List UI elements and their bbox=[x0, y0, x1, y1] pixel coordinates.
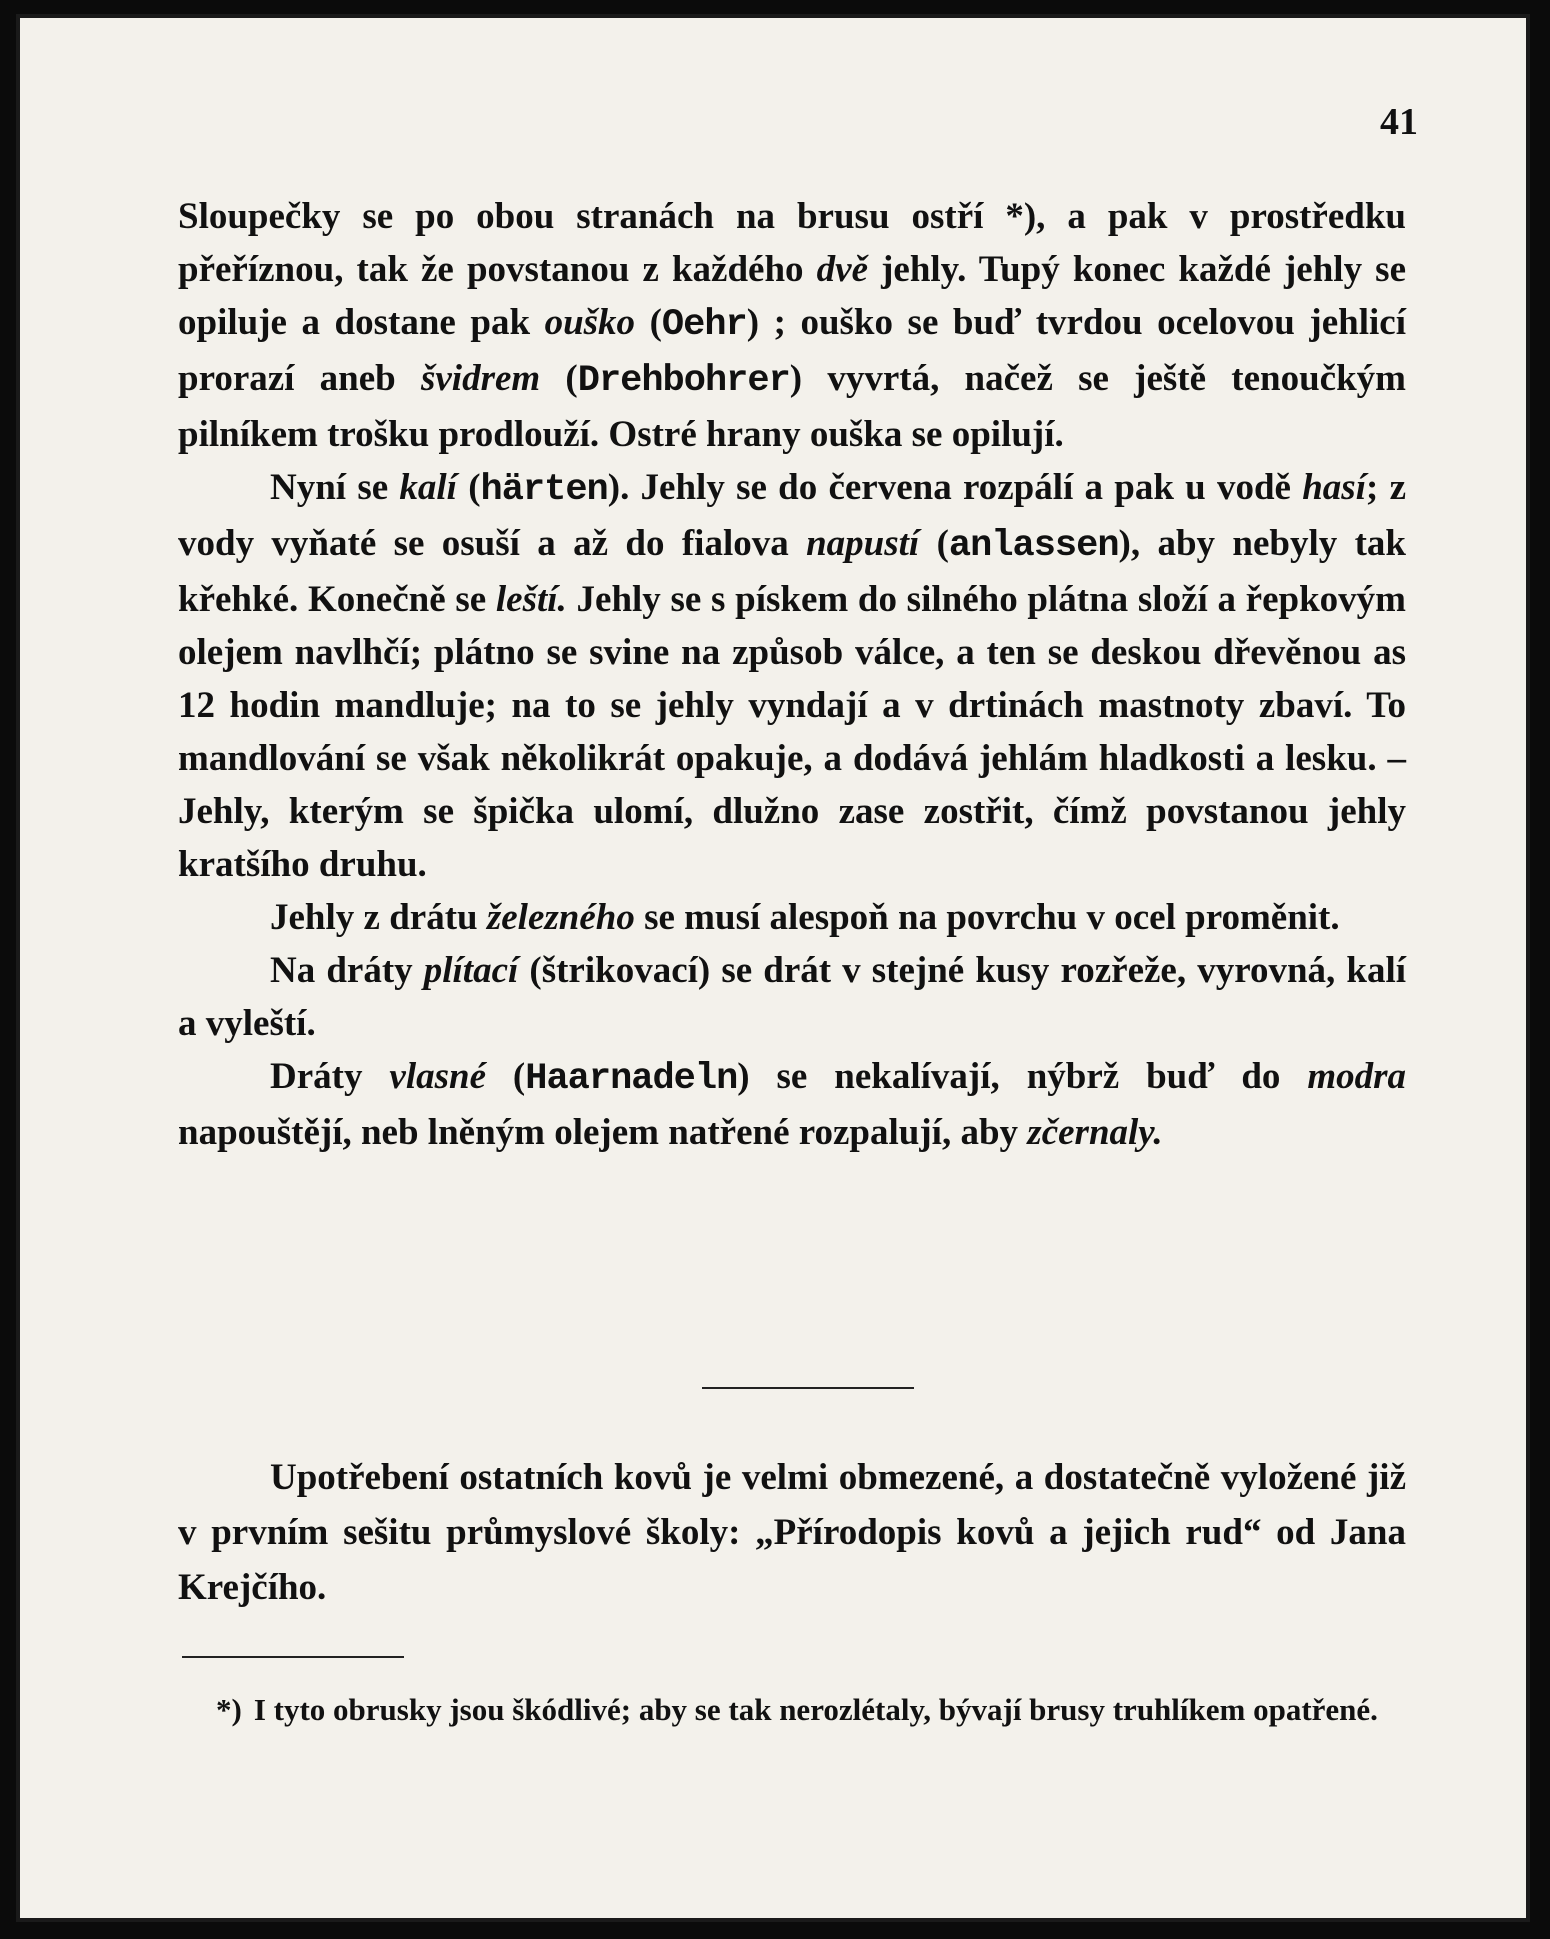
italic-term: vlasné bbox=[389, 1056, 486, 1097]
text-run: ( bbox=[540, 358, 578, 399]
text-run: ) vyvrtá, načež se ještě tenoučkým pilníkem trošku prodlouží. Ostré hrany ouška se opilují. bbox=[178, 358, 1406, 455]
text-run: ( bbox=[635, 302, 662, 343]
italic-term: plítací bbox=[423, 950, 519, 991]
italic-term: ouško bbox=[544, 302, 636, 343]
italic-term: dvě bbox=[816, 249, 868, 290]
german-term: Drehbohrer bbox=[577, 360, 790, 402]
italic-term: zčernaly. bbox=[1027, 1112, 1163, 1153]
closing-paragraph bbox=[178, 1450, 1406, 1615]
german-term: Haarnadeln bbox=[525, 1058, 738, 1100]
italic-term: modra bbox=[1307, 1056, 1407, 1097]
book-page bbox=[16, 14, 1530, 1922]
section-separator bbox=[702, 1387, 914, 1389]
main-text bbox=[178, 190, 1406, 1159]
text-run: Na dráty bbox=[270, 950, 424, 991]
text-run: ( bbox=[456, 467, 481, 508]
german-term: Oehr bbox=[661, 304, 747, 346]
page-number: 41 bbox=[1380, 101, 1418, 143]
paragraph bbox=[178, 1050, 1406, 1159]
german-term: härten bbox=[480, 469, 608, 511]
footnote-rule bbox=[182, 1656, 404, 1658]
text-run: ) se nekalívají, nýbrž buď do bbox=[737, 1056, 1308, 1097]
text-run: jehly. Tupý konec každé jehly se opiluje a dostane pak bbox=[178, 249, 1406, 343]
footnote bbox=[216, 1690, 1396, 1730]
paragraph bbox=[178, 944, 1406, 1050]
italic-term: kalí bbox=[399, 467, 457, 508]
closing-paragraph-text: Upotřebení ostatních kovů je velmi obmezené, a dostatečně vyložené již v prvním sešitu průmyslové školy: „Přírodopis kovů a jejich rud“ od Jana Krejčího. bbox=[178, 1457, 1406, 1608]
text-run: Jehly se s pískem do silného plátna složí a řepkovým olejem navlhčí; plátno se svine na způsob válce, a ten se deskou dřevěnou as 12 hodin mandluje; na to se jehly vyndají a v drtinách mastnoty zbaví. To mandlování se však několikrát opakuje, a dodává jehlám hladkosti a lesku. – Jehly, kterým se špička ulomí, dlužno zase zostřit, čímž povstanou jehly kratšího druhu. bbox=[178, 579, 1406, 885]
italic-term: švidrem bbox=[420, 358, 541, 399]
text-run: se musí alespoň na povrchu v ocel proměnit. bbox=[634, 897, 1340, 938]
text-run: Nyní se bbox=[270, 467, 400, 508]
footnote-text: I tyto obrusky jsou škódlivé; aby se tak nerozlétaly, bývají brusy truhlíkem opatřené. bbox=[253, 1692, 1378, 1727]
german-term: anlassen bbox=[948, 525, 1119, 567]
footnote-marker: *) bbox=[216, 1692, 242, 1727]
text-run: Sloupečky se po obou stranách na brusu ostří *), a pak v prostředku přeříznou, tak že povstanou z každého bbox=[178, 196, 1406, 290]
paragraph bbox=[178, 190, 1406, 461]
text-run: Dráty bbox=[270, 1056, 390, 1097]
italic-term: leští. bbox=[495, 579, 567, 620]
text-run: ; z vody vyňaté se osuší a až do fialova bbox=[178, 467, 1406, 564]
paragraph bbox=[178, 891, 1406, 944]
text-run: napouštějí, neb lněným olejem natřené rozpalují, aby bbox=[178, 1112, 1028, 1153]
italic-term: napustí bbox=[806, 523, 920, 564]
text-run: ), aby nebyly tak křehké. Konečně se bbox=[178, 523, 1407, 620]
italic-term: hasí bbox=[1302, 467, 1366, 508]
text-run: ( bbox=[486, 1056, 526, 1097]
text-run: ) ; ouško se buď tvrdou ocelovou jehlicí prorazí aneb bbox=[178, 302, 1406, 399]
text-run: Jehly z drátu bbox=[270, 897, 487, 938]
italic-term: železného bbox=[486, 897, 635, 938]
text-run: ( bbox=[919, 523, 949, 564]
paragraph bbox=[178, 461, 1406, 891]
text-run: (štrikovací) se drát v stejné kusy rozřeže, vyrovná, kalí a vyleští. bbox=[178, 950, 1407, 1044]
text-run: ). Jehly se do červena rozpálí a pak u vodě bbox=[607, 467, 1303, 508]
